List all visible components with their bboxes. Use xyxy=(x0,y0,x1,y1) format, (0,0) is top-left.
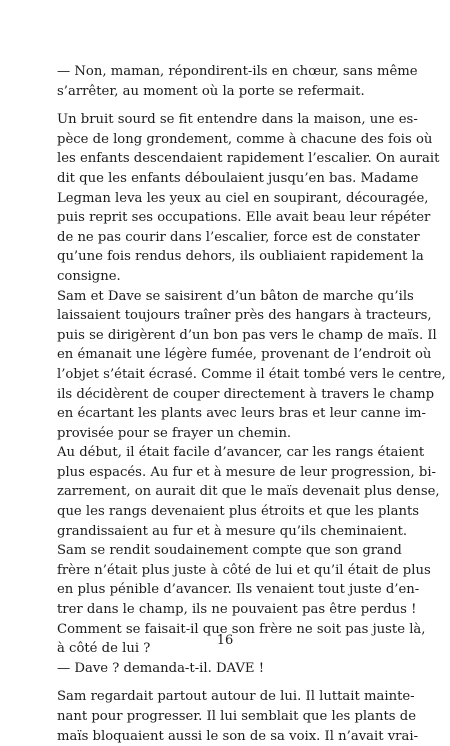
text-line: Sam et Dave se saisirent d’un bâton de marche qu’ils xyxy=(57,288,414,304)
text-line: — Non, maman, répondirent-ils en chœur, sans même xyxy=(57,64,418,79)
paragraph-spacer xyxy=(57,678,393,687)
text-line: puis reprit ses occupations. Elle avait beau leur répéter xyxy=(57,210,431,226)
text-line: s’arrêter, au moment où la porte se refermait. xyxy=(57,83,365,99)
text-line: en émanait une légère fumée, provenant de l’endroit où xyxy=(57,347,432,363)
text-line: puis se dirigèrent d’un bon pas vers le champ de maïs. Il xyxy=(57,327,437,343)
text-line: maïs bloquaient aussi le son de sa voix. Il n’avait vrai- xyxy=(57,728,419,744)
paragraph-sam-et-dave xyxy=(57,287,446,444)
text-line: zarrement, on aurait dit que le maïs devenait plus dense, xyxy=(57,484,440,500)
text-line: grandissaient au fur et à mesure qu’ils cheminaient. xyxy=(57,523,408,539)
text-line: trer dans le champ, ils ne pouvaient pas être perdus ! xyxy=(57,602,417,618)
text-line: dit que les enfants déboulaient jusqu’en bas. Madame xyxy=(57,170,419,186)
text-line: consigne. xyxy=(57,268,121,284)
text-line: provisée pour se frayer un chemin. xyxy=(57,425,292,441)
paragraph-bruit-sourd xyxy=(57,110,440,286)
paragraph-sam-regardait xyxy=(57,687,419,746)
page-number: 16 xyxy=(216,633,234,648)
text-line: en écartant les plants avec leurs bras et leur canne im- xyxy=(57,406,427,422)
paragraph-dialogue-dave xyxy=(57,659,393,679)
text-line: Au début, il était facile d’avancer, car les rangs étaient xyxy=(57,445,425,461)
text-line: ils décidèrent de couper directement à travers le champ xyxy=(57,386,435,402)
text-line: Legman leva les yeux au ciel en soupirant, découragée, xyxy=(57,190,429,206)
paragraph-au-debut xyxy=(57,443,440,659)
text-line: Comment se faisait-il que son frère ne soit pas juste là, xyxy=(57,621,426,637)
paragraph-dialogue-non-maman xyxy=(57,62,418,101)
text-line: à côté de lui ? xyxy=(57,641,151,657)
text-line: Sam se rendit soudainement compte que son grand xyxy=(57,543,402,559)
text-line: Sam regardait partout autour de lui. Il luttait mainte- xyxy=(57,689,415,705)
text-line: — Dave ? demanda-t-il. DAVE ! xyxy=(57,660,265,676)
text-line: nant pour progresser. Il lui semblait que les plants de xyxy=(57,709,417,724)
text-line: de ne pas courir dans l’escalier, force est de constater xyxy=(57,229,420,245)
text-line: que les rangs devenaient plus étroits et que les plants xyxy=(57,504,420,520)
text-line: frère n’était plus juste à côté de lui et qu’il était de plus xyxy=(57,562,431,578)
text-line: qu’une fois rendus dehors, ils oubliaient rapidement la xyxy=(57,249,424,265)
text-line: Un bruit sourd se fit entendre dans la maison, une es- xyxy=(57,112,418,128)
text-line: laissaient toujours traîner près des hangars à tracteurs, xyxy=(57,308,432,324)
text-line: en plus pénible d’avancer. Ils venaient tout juste d’en- xyxy=(57,582,420,598)
text-line: l’objet s’était écrasé. Comme il était tombé vers le centre, xyxy=(57,366,446,382)
text-line: les enfants descendaient rapidement l’escalier. On aurait xyxy=(57,151,440,167)
text-line: plus espacés. Au fur et à mesure de leur progression, bi- xyxy=(57,464,436,480)
text-line: pèce de long grondement, comme à chacune des fois où xyxy=(57,131,433,147)
paragraph-spacer xyxy=(57,101,393,110)
